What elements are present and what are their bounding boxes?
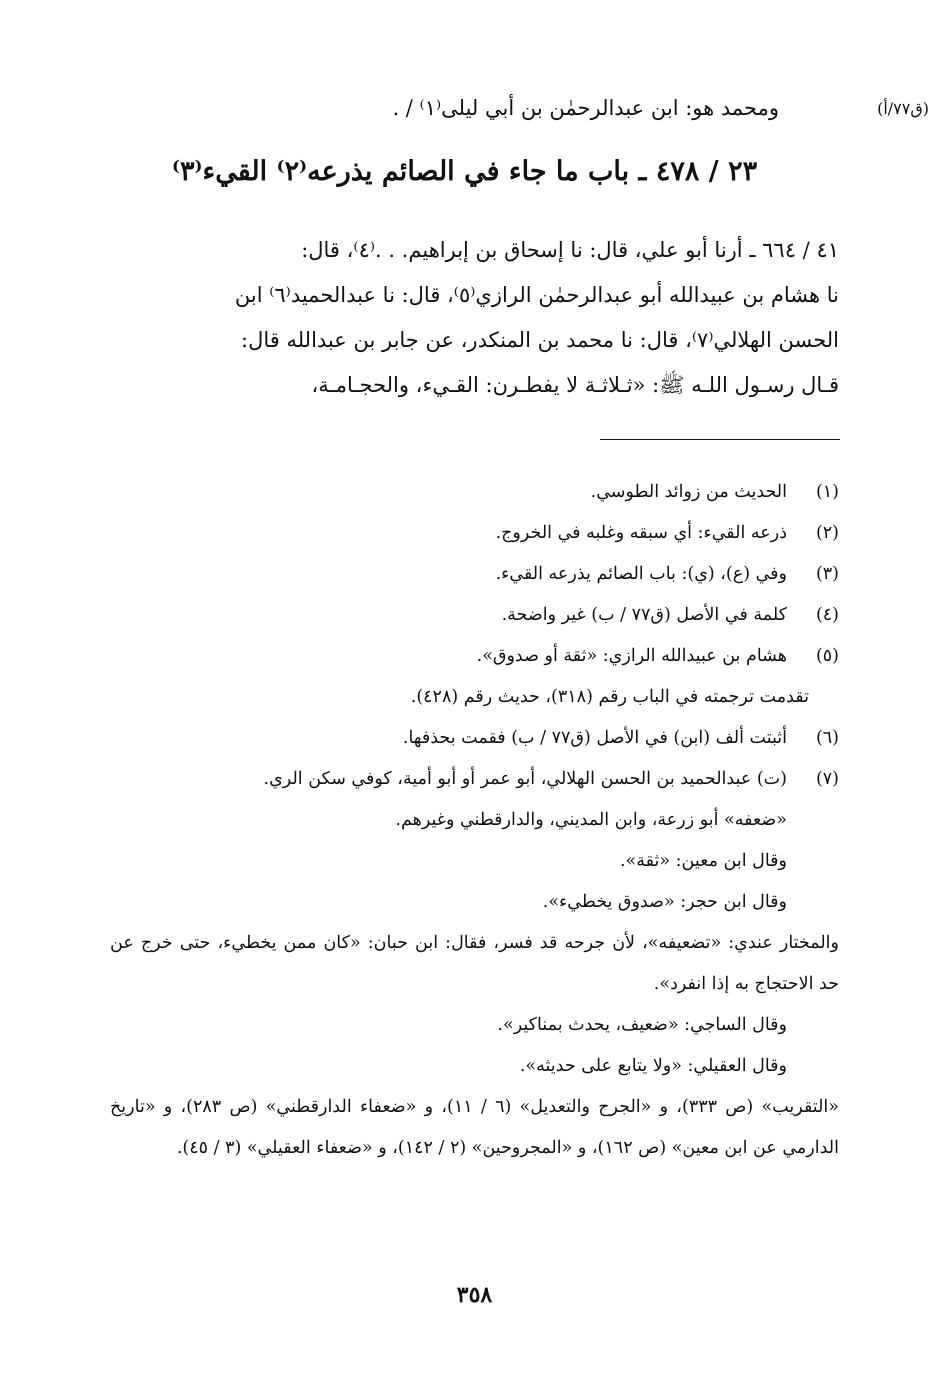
footnote-7-detail: وقال ابن معين: «ثقة». [619,851,787,871]
footnotes [110,472,839,1169]
footnote-text: تقدمت ترجمته في الباب رقم (٣١٨)، حديث رقم (٤٢٨). [410,687,809,707]
footnote-text: كلمة في الأصل (ق٧٧ / ب) غير واضحة. [501,605,787,625]
footnote-1 [110,472,839,513]
footnote-7-detail: وقال الساجي: «ضعيف، يحدث بمناكير». [497,1015,787,1035]
footnote-text: هشام بن عبيدالله الرازي: «ثقة أو صدوق». [476,646,787,666]
footnote-7-references: «التقريب» (ص ٣٣٣)، و «الجرح والتعديل» (٦ / ١١)، و «ضعفاء الدارقطني» (ص ٢٨٣)، و «تاريخ الدارمي عن ابن معين» (ص ١٦٢)، و «المجروحين» (٢ / ١٤٢)، و «ضعفاء العقيلي» (٣ / ٤٥). [110,1097,839,1158]
footnote-number: (١) [815,482,839,502]
footnote-number: (٣) [815,564,839,584]
footnote-text: (ت) عبدالحميد بن الحسن الهلالي، أبو عمر أو أبو أمية، كوفي سكن الري. [263,769,787,789]
continuation-line: ومحمد هو: ابن عبدالرحمٰن بن أبي ليلى⁽١⁾ / . [392,96,779,120]
chapter-heading: ٢٣ / ٤٧٨ ـ باب ما جاء في الصائم يذرعه⁽٢⁾ القيء⁽٣⁾ [171,156,758,187]
footnote-2 [110,513,839,554]
footnote-text: الحديث من زوائد الطوسي. [590,482,787,502]
hadith-line: نا هشام بن عبيدالله أبو عبدالرحمٰن الرازي⁽٥⁾، قال: نا عبدالحميد⁽٦⁾ ابن [234,283,839,307]
hadith-text [110,228,839,408]
footnote-7-detail: والمختار عندي: «تضعيفه»، لأن جرحه قد فسر، فقال: ابن حبان: «كان ممن يخطيء، حتى خرج عن حد الاحتجاج به إذا انفرد». [110,933,839,994]
hadith-line: الحسن الهلالي⁽٧⁾، قال: نا محمد بن المنكدر، عن جابر بن عبدالله قال: [241,328,839,352]
footnote-5-continuation [110,677,839,718]
footnote-7-detail: وقال ابن حجر: «صدوق يخطيء». [542,892,787,912]
footnote-number: (٦) [815,728,839,748]
footnote-3 [110,554,839,595]
page-number: ٣٥٨ [456,1282,493,1308]
footnote-text: ذرعه القيء: أي سبقه وغلبه في الخروج. [495,523,787,543]
footnote-6 [110,718,839,759]
footnote-7-detail: وقال العقيلي: «ولا يتابع على حديثه». [519,1056,787,1076]
hadith-line: ٤١ / ٦٦٤ ـ أرنا أبو علي، قال: نا إسحاق بن إبراهيم. . .⁽٤⁾، قال: [301,238,839,262]
footnote-4 [110,595,839,636]
footnote-7-detail: «ضعفه» أبو زرعة، وابن المديني، والدارقطني وغيرهم. [395,810,787,830]
footnote-text: أثبتت ألف (ابن) في الأصل (ق٧٧ / ب) فقمت بحذفها. [402,728,787,748]
folio-margin-note: (ق٧٧/أ) [877,99,929,118]
footnote-number: (٢) [815,523,839,543]
footnote-number: (٤) [815,605,839,625]
footnote-5 [110,636,839,677]
footnote-divider [600,439,840,440]
hadith-line: قـال رسـول اللـه ﷺ: «ثـلاثـة لا يفطـرن: القـيء، والحجـامـة، [311,373,839,397]
footnote-number: (٥) [815,646,839,666]
footnote-7 [110,759,839,800]
footnote-text: وفي (ع)، (ي): باب الصائم يذرعه القيء. [495,564,787,584]
footnote-number: (٧) [815,769,839,789]
